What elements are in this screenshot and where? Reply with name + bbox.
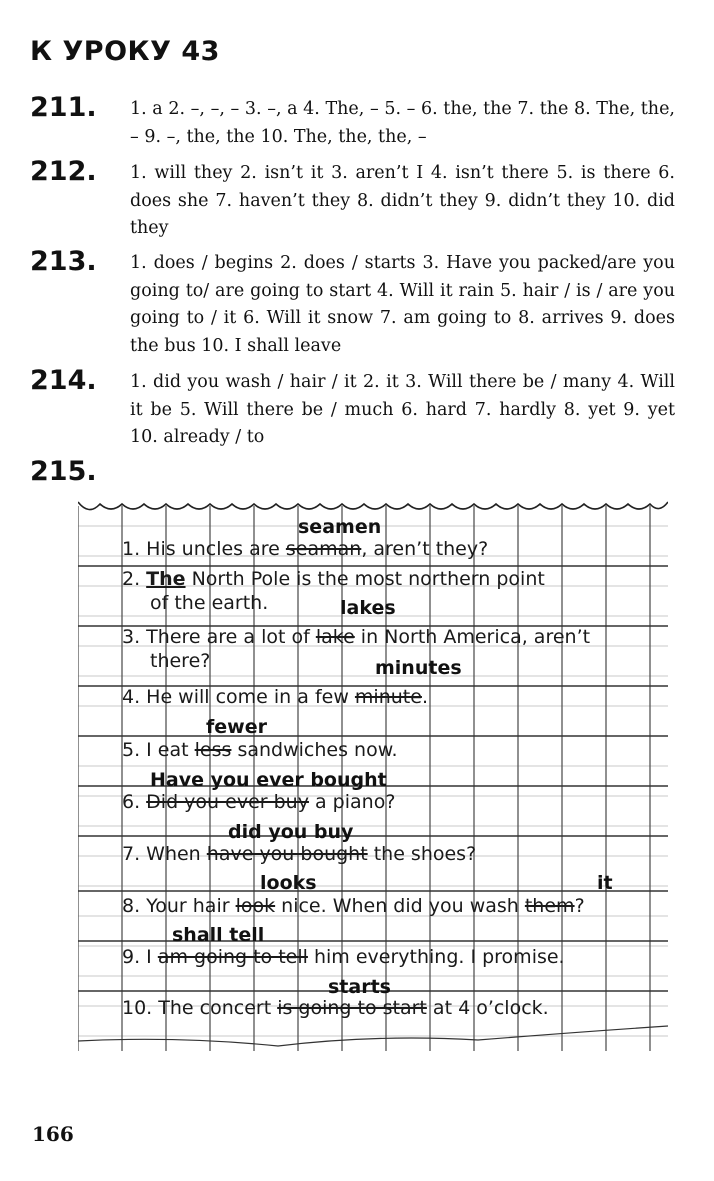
exercise-number: 211. xyxy=(30,92,97,123)
exercise-number: 215. xyxy=(30,456,97,487)
correction: lakes xyxy=(340,597,396,619)
sentence-line: 4. He will come in a few minute. xyxy=(122,686,428,708)
sentence-line: 1. His uncles are seaman, aren’t they? xyxy=(122,538,489,560)
sentence-line: 7. When have you bought the shoes? xyxy=(122,843,477,865)
sentence-line: 5. I eat less sandwiches now. xyxy=(122,739,398,761)
notebook-sheet xyxy=(78,496,668,1056)
correction: looks xyxy=(260,872,317,894)
sentence-line: 6. Did you ever buy a piano? xyxy=(122,791,396,813)
exercise-answers: 1. will they 2. isn’t it 3. aren’t I 4. isn’t there 5. is there 6. does she 7. haven’t they 8. didn’t they 9. didn’t they 10. did they xyxy=(130,163,675,238)
correction: Have you ever bought xyxy=(150,769,387,791)
correction: fewer xyxy=(206,716,267,738)
exercise-answers: 1. a 2. –, –, – 3. –, a 4. The, – 5. – 6. the, the 7. the 8. The, the, – 9. –, the, the 10. The, the, the, – xyxy=(130,99,675,147)
exercise-answers: 1. does / begins 2. does / starts 3. Have you packed/are you going to/ are going to start 4. Will it rain 5. hair / is / are you going to / it 6. Will it snow 7. am going to 8. arrives 9. does the bus 10. I shall leave xyxy=(130,253,675,356)
exercise-number: 212. xyxy=(30,156,97,187)
sentence-line: 2. The North Pole is the most northern point xyxy=(122,568,545,590)
correction: starts xyxy=(328,976,391,998)
correction: did you buy xyxy=(228,821,354,843)
sentence-line: there? xyxy=(150,650,211,672)
page-number: 166 xyxy=(32,1122,74,1146)
exercise-answers: 1. did you wash / hair / it 2. it 3. Will there be / many 4. Will it be 5. Will there be / much 6. hard 7. hardly 8. yet 9. yet 10. already / to xyxy=(130,372,675,447)
page-title: К УРОКУ 43 xyxy=(30,36,220,67)
sentence-line: 10. The concert is going to start at 4 o’clock. xyxy=(122,997,549,1019)
correction: seamen xyxy=(298,516,382,538)
exercise-number: 213. xyxy=(30,246,97,277)
sentence-line: 8. Your hair look nice. When did you wash them? xyxy=(122,895,585,917)
sentence-line: 9. I am going to tell him everything. I promise. xyxy=(122,946,565,968)
exercise-number: 214. xyxy=(30,365,97,396)
correction: shall tell xyxy=(172,924,265,946)
correction: it xyxy=(597,872,613,894)
sentence-line: of the earth. xyxy=(150,592,269,614)
correction: minutes xyxy=(375,657,462,679)
sentence-line: 3. There are a lot of lake in North America, aren’t xyxy=(122,626,591,648)
